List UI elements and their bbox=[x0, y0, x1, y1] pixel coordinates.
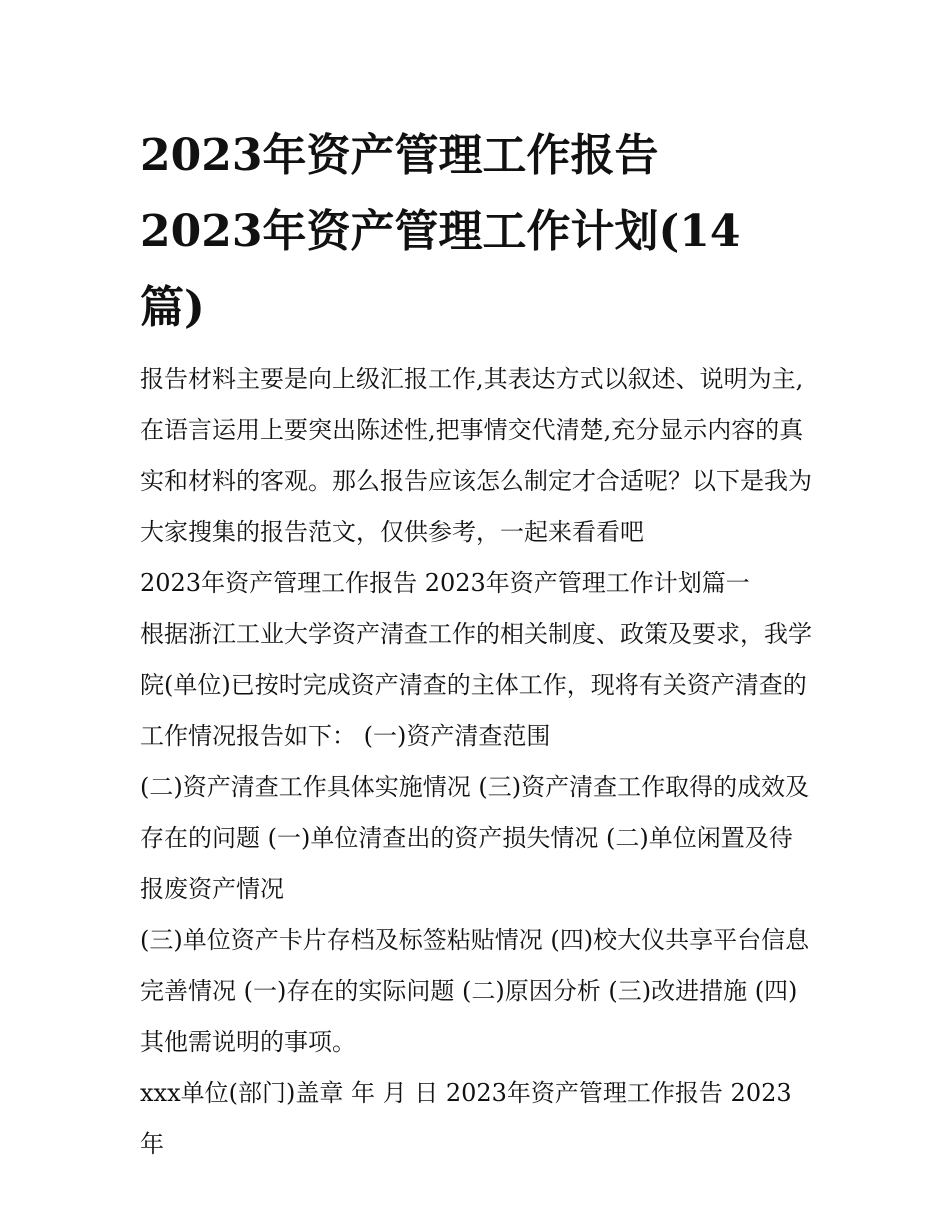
intro-paragraph: 报告材料主要是向上级汇报工作,其表达方式以叙述、说明为主,在语言运用上要突出陈述性,把事情交代清楚,充分显示内容的真实和材料的客观。那么报告应该怎么制定才合适呢？以下是我为大家搜集的报告范文，仅供参考，一起来看看吧 bbox=[140, 365, 812, 546]
title-line-2: 2023年资产管理工作计划(14 bbox=[140, 206, 741, 257]
document-page bbox=[140, 118, 812, 1170]
document-title bbox=[140, 118, 812, 346]
body-paragraph: 根据浙江工业大学资产清查工作的相关制度、政策及要求，我学院(单位)已按时完成资产清查的主体工作，现将有关资产清查的工作情况报告如下： (一)资产清查范围 bbox=[140, 620, 812, 750]
title-line-3: 篇) bbox=[140, 282, 205, 333]
signature-line: xxx单位(部门)盖章 年 月 日 2023年资产管理工作报告 2023年 bbox=[140, 1079, 792, 1158]
section-heading: 2023年资产管理工作报告 2023年资产管理工作计划篇一 bbox=[140, 569, 750, 597]
body-paragraph: (二)资产清查工作具体实施情况 (三)资产清查工作取得的成效及存在的问题 (一)单位清查出的资产损失情况 (二)单位闲置及待报废资产情况 bbox=[140, 773, 810, 903]
body-paragraph: (三)单位资产卡片存档及标签粘贴情况 (四)校大仪共享平台信息完善情况 (一)存在的实际问题 (二)原因分析 (三)改进措施 (四)其他需说明的事项。 bbox=[140, 926, 810, 1056]
title-line-1: 2023年资产管理工作报告 bbox=[140, 130, 659, 181]
